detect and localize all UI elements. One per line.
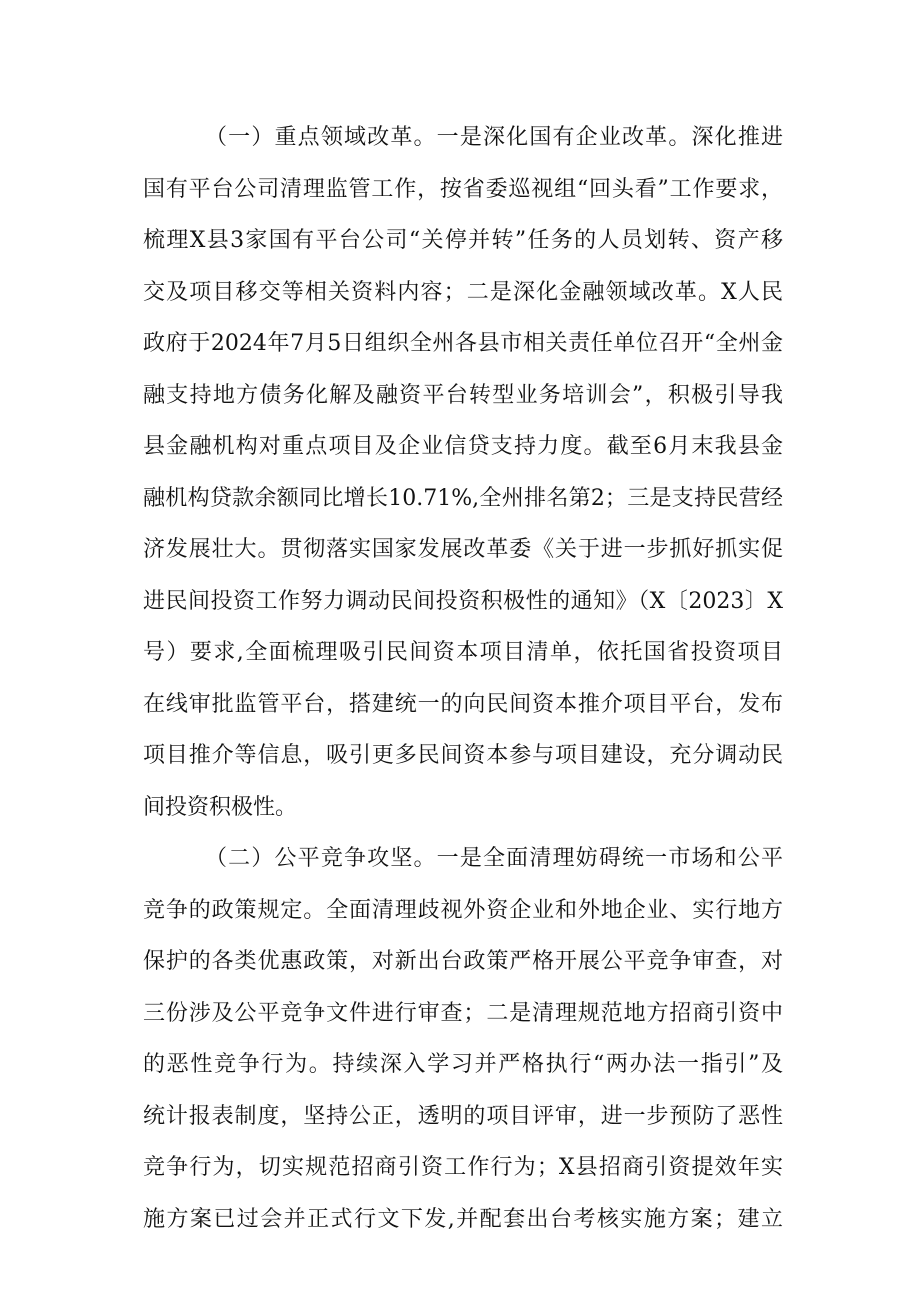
text-line: 的恶性竞争行为。持续深入学习并严格执行“两办法一指引”及 <box>143 1052 783 1077</box>
text-line: 项目推介等信息，吸引更多民间资本参与项目建设，充分调动民 <box>143 743 783 768</box>
text-line: 融机构贷款余额同比增长10.71%,全州排名第2；三是支持民营经 <box>143 485 783 511</box>
text-line: 县金融机构对重点项目及企业信贷支持力度。截至6月末我县金 <box>143 434 783 459</box>
text-line: 国有平台公司清理监管工作，按省委巡视组“回头看”工作要求， <box>143 176 783 202</box>
text-line: 政府于2024年7月5日组织全州各县市相关责任单位召开“全州金 <box>143 331 783 356</box>
text-line: 号）要求,全面梳理吸引民间资本项目清单，依托国省投资项目 <box>143 640 783 665</box>
text-line: 保护的各类优惠政策，对新出台政策严格开展公平竞争审查，对 <box>143 949 783 974</box>
paragraph-section-2 <box>143 833 783 1245</box>
text-line: （一）重点领域改革。一是深化国有企业改革。深化推进 <box>205 125 783 150</box>
text-line: 济发展壮大。贯彻落实国家发展改革委《关于进一步抓好抓实促 <box>143 537 783 562</box>
text-line: （二）公平竞争攻坚。一是全面清理妨碍统一市场和公平 <box>205 846 783 871</box>
paragraph-section-1 <box>143 112 783 833</box>
text-line: 统计报表制度，坚持公正，透明的项目评审，进一步预防了恶性 <box>143 1103 783 1129</box>
text-line: 进民间投资工作努力调动民间投资积极性的通知》（X〔2023〕X <box>143 588 783 614</box>
text-line: 间投资积极性。 <box>143 794 298 820</box>
text-line: 交及项目移交等相关资料内容；二是深化金融领域改革。X人民 <box>143 279 783 305</box>
text-line: 三份涉及公平竞争文件进行审查；二是清理规范地方招商引资中 <box>143 1000 783 1026</box>
text-line: 融支持地方债务化解及融资平台转型业务培训会”，积极引导我 <box>143 382 783 408</box>
text-line: 竞争的政策规定。全面清理歧视外资企业和外地企业、实行地方 <box>143 897 783 923</box>
text-line: 施方案已过会并正式行文下发,并配套出台考核实施方案；建立 <box>143 1206 783 1232</box>
text-line: 梳理X县3家国有平台公司“关停并转”任务的人员划转、资产移 <box>143 228 783 253</box>
document-body <box>143 112 783 1245</box>
text-line: 在线审批监管平台，搭建统一的向民间资本推介项目平台，发布 <box>143 691 783 717</box>
text-line: 竞争行为，切实规范招商引资工作行为；X县招商引资提效年实 <box>143 1155 783 1180</box>
